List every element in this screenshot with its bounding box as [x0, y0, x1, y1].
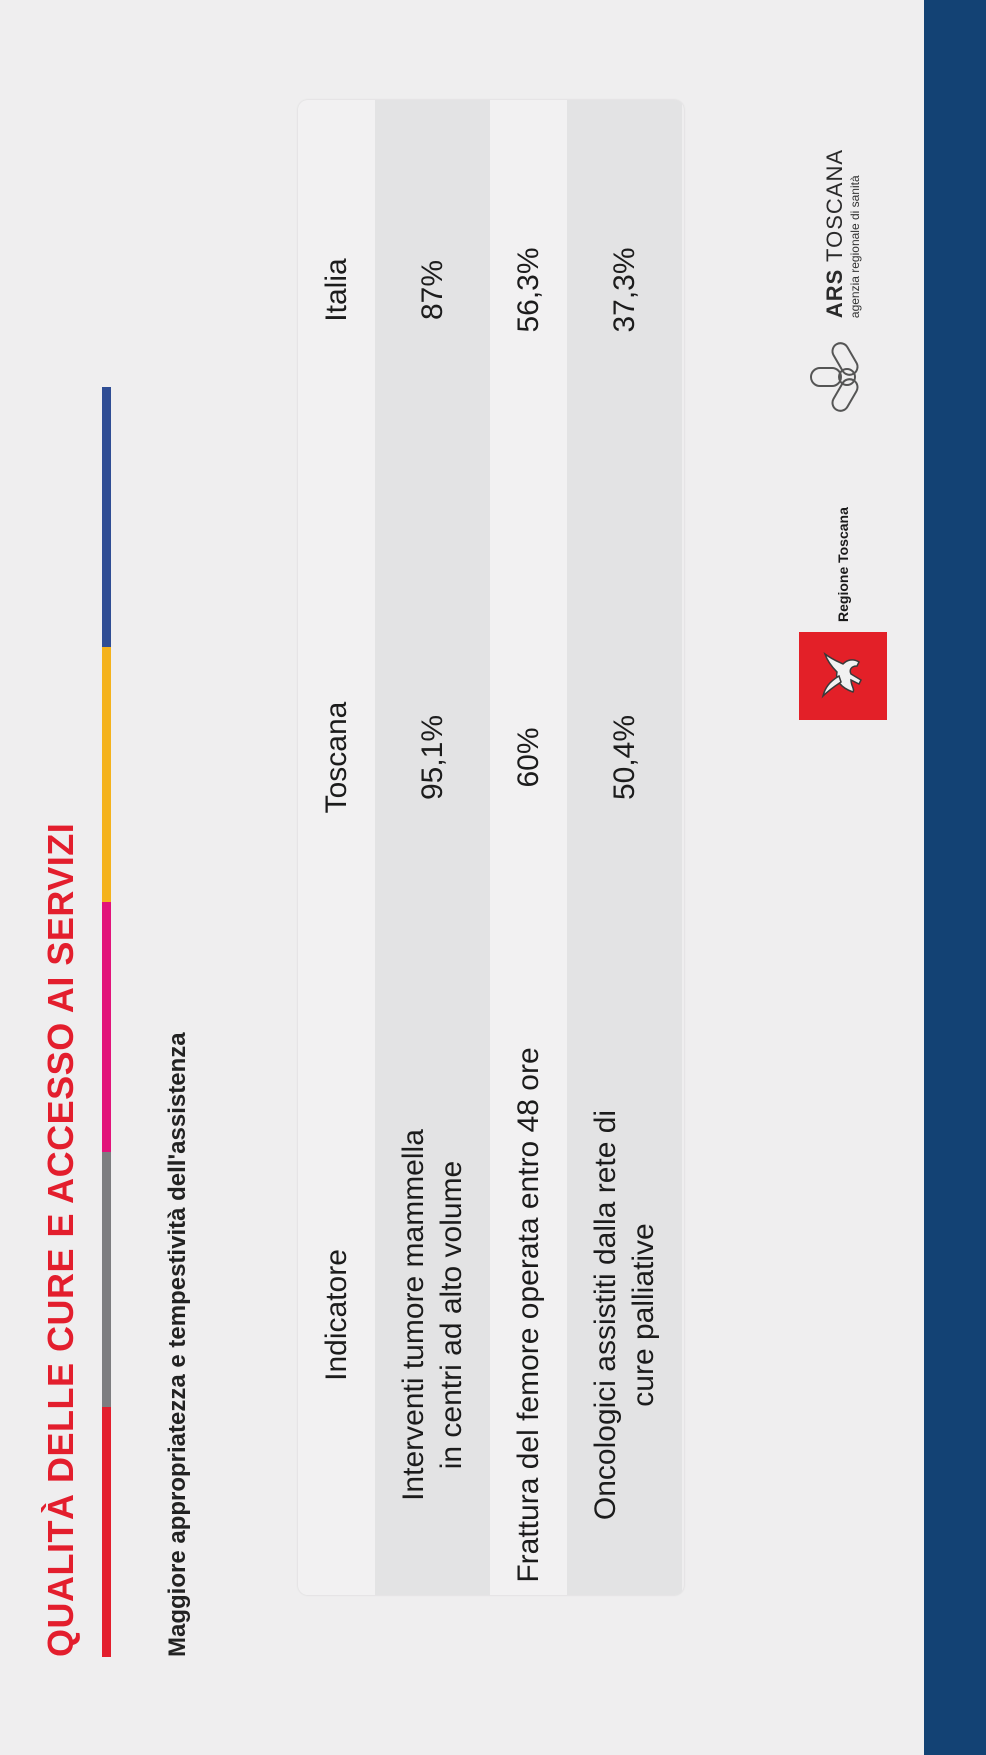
- ars-text: [824, 149, 861, 318]
- toscana-value: 95,1%: [415, 714, 449, 801]
- indicator-line: cure palliative: [626, 1223, 660, 1407]
- ars-icon: [803, 332, 883, 422]
- stripe-segment-red: [102, 1407, 111, 1657]
- ars-rest: TOSCANA: [822, 148, 847, 262]
- color-stripe: [102, 287, 111, 1657]
- italia-value: 87%: [415, 259, 449, 321]
- indicator-cell: [395, 1035, 471, 1595]
- indicators-table: [298, 100, 684, 1595]
- ars-bold: ARS: [822, 268, 847, 319]
- table-row: [567, 100, 682, 1595]
- stripe-segment-magenta: [102, 902, 111, 1152]
- ars-toscana-logo: [803, 149, 883, 422]
- indicator-cell: [587, 1035, 663, 1595]
- italia-value: 56,3%: [511, 247, 545, 333]
- logos: [795, 20, 890, 720]
- page-title: QUALITÀ DELLE CURE E ACCESSO AI SERVIZI: [40, 822, 81, 1657]
- table-row: [375, 100, 490, 1595]
- header-italia: Italia: [319, 258, 353, 322]
- indicator-cell: [510, 1035, 548, 1595]
- indicator-line: Frattura del femore operata entro 48 ore: [511, 1047, 545, 1583]
- table-header-row: [298, 100, 375, 1595]
- table-row: [490, 100, 567, 1595]
- italia-value: 37,3%: [607, 247, 641, 333]
- page-subtitle: Maggiore appropriatezza e tempestività dell'assistenza: [164, 1032, 191, 1657]
- stripe-segment-yellow: [102, 647, 111, 902]
- stripe-segment-blue: [102, 387, 111, 647]
- ars-subtitle: agenzia regionale di sanità: [848, 175, 862, 319]
- stripe-segment-grey: [102, 1152, 111, 1407]
- header-toscana: Toscana: [319, 701, 353, 814]
- header-indicatore: Indicatore: [319, 1249, 353, 1381]
- regione-toscana-logo: [799, 507, 887, 720]
- indicator-line: in centri ad alto volume: [434, 1160, 468, 1470]
- bottom-bar: [924, 0, 986, 1755]
- regione-toscana-text: Regione Toscana: [834, 507, 851, 622]
- toscana-value: 50,4%: [607, 714, 641, 801]
- pegasus-icon: [799, 632, 887, 720]
- indicator-line: Oncologici assistiti dalla rete di: [588, 1109, 622, 1521]
- indicator-line: Interventi tumore mammella: [396, 1129, 430, 1501]
- toscana-value: 60%: [511, 727, 545, 788]
